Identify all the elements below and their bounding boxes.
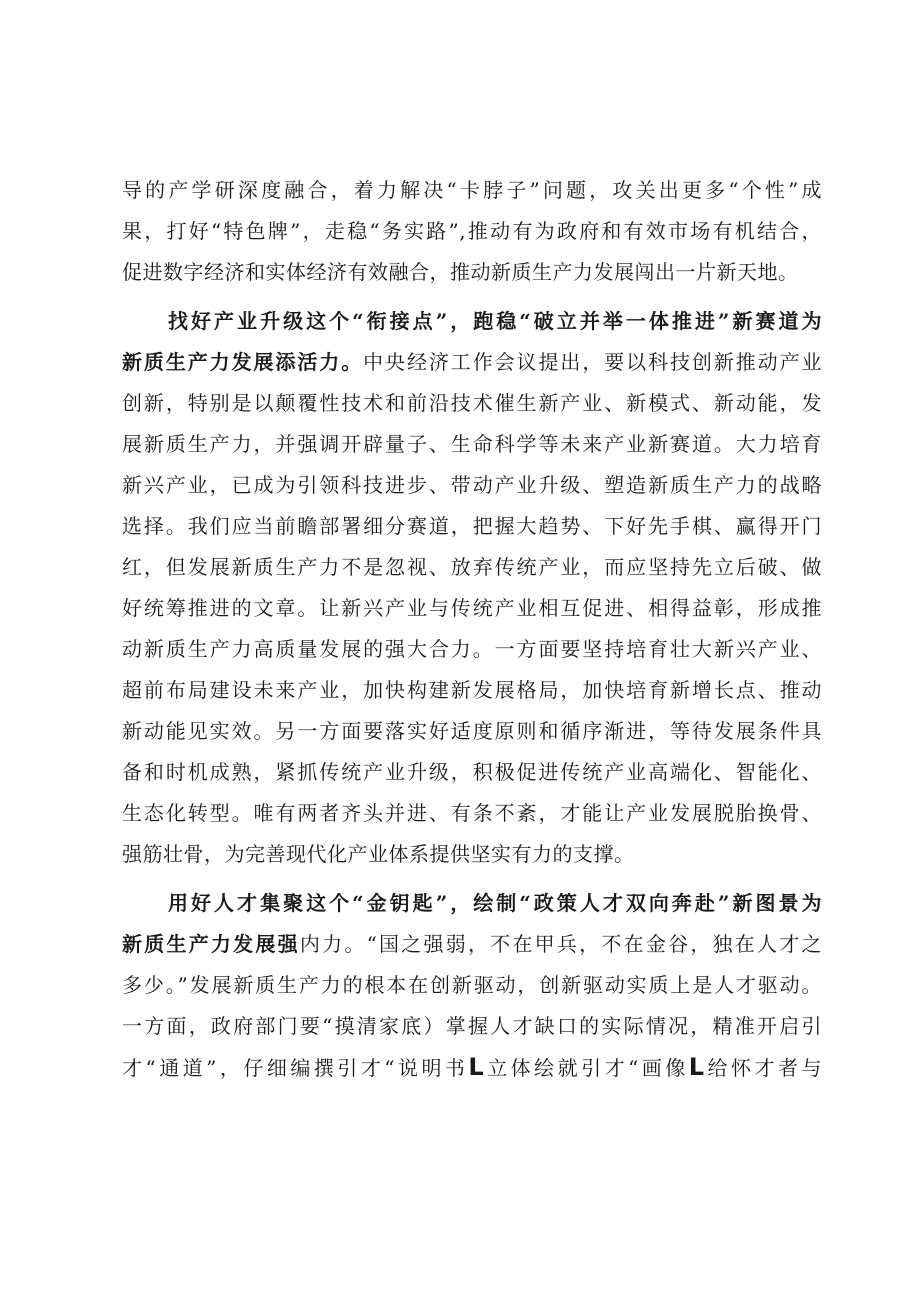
body-text-line: 多少。”发展新质生产力的根本在创新驱动，创新驱动实质上是人才驱动。 (122, 973, 822, 997)
body-text-line: 生态化转型。唯有两者齐头并进、有条不紊，才能让产业发展脱胎换骨、 (122, 801, 822, 825)
body-text-line: 备和时机成熟，紧抓传统产业升级，积极促进传统产业高端化、智能化、 (122, 760, 822, 784)
body-text-span: 中央经济工作会议提出，要以科技创新推动产业 (363, 350, 822, 374)
body-text-span: 立体绘就引才“画像 (484, 1056, 689, 1080)
body-text-line: 新动能见实效。另一方面要落实好适度原则和循序渐进，等待发展条件具 (122, 719, 822, 743)
body-text-span: 才“通道”，仔细编撰引才“说明书 (122, 1056, 469, 1080)
section-heading-end: 新质生产力发展添活力。 (122, 350, 364, 374)
body-text-line: 一方面，政府部门要“摸清家底）掌握人才缺口的实际情况，精准开启引 (122, 1014, 822, 1038)
body-text-span: 内力。“国之强弱，不在甲兵，不在金谷，独在人才之 (299, 932, 822, 956)
body-text-line: 创新，特别是以颠覆性技术和前沿技术催生新产业、新模式、新动能，发 (122, 391, 822, 415)
body-text-line: 促进数字经济和实体经济有效融合，推动新质生产力发展闯出一片新天地。 (122, 260, 799, 284)
body-text-line: 展新质生产力，并强调开辟量子、生命科学等未来产业新赛道。大力培育 (122, 432, 822, 456)
body-text-line (122, 1047, 822, 1087)
body-text-line: 好统筹推进的文章。让新兴产业与传统产业相互促进、相得益彰，形成推 (122, 596, 822, 620)
body-text-line: 选择。我们应当前瞻部署细分赛道，把握大趋势、下好先手棋、赢得开门 (122, 514, 822, 538)
body-text-line: 动新质生产力高质量发展的强大合力。一方面要坚持培育壮大新兴产业、 (122, 637, 822, 661)
section-heading: 用好人才集聚这个“金钥匙”，绘制“政策人才双向奔赴”新图景为 (168, 891, 822, 915)
body-text-line: 导的产学研深度融合，着力解决“卡脖子”问题，攻关出更多“个性”成 (122, 178, 822, 202)
body-text-line (122, 342, 822, 382)
body-text-line (122, 924, 822, 964)
body-text-line: 超前布局建设未来产业，加快构建新发展格局，加快培育新增长点、推动 (122, 678, 822, 702)
ocr-artifact-mark: L (468, 1053, 485, 1081)
body-text-line: 新兴产业，已成为引领科技进步、带动产业升级、塑造新质生产力的战略 (122, 473, 822, 497)
section-heading: 找好产业升级这个“衔接点”，跑稳“破立并举一体推进”新赛道为 (168, 309, 822, 333)
section-heading-end: 新质生产力发展强 (122, 932, 300, 956)
body-text-span: 给怀才者与 (704, 1056, 822, 1080)
ocr-artifact-mark: L (688, 1053, 705, 1081)
body-text-line: 强筋壮骨，为完善现代化产业体系提供坚实有力的支撑。 (122, 842, 635, 866)
body-text-line: 果，打好“特色牌”，走稳“务实路”,推动有为政府和有效市场有机结合， (122, 219, 822, 243)
body-text-line: 红，但发展新质生产力不是忽视、放弃传统产业，而应坚持先立后破、做 (122, 555, 822, 579)
